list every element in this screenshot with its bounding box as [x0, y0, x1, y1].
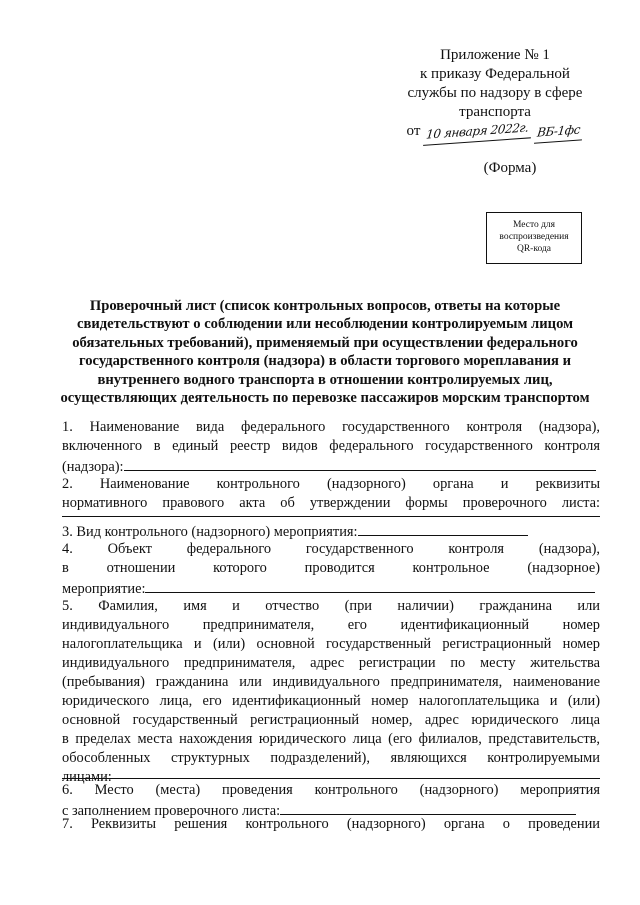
item-2-line-1: 2. Наименование контрольного (надзорного) органа и реквизиты — [62, 476, 600, 492]
appendix-header — [395, 46, 595, 142]
item-5-line-4: индивидуального предпринимателя, адрес регистрации по месту жительства — [62, 655, 600, 671]
document-title — [55, 297, 595, 407]
qr-box-line-2: воспроизведения — [499, 232, 569, 242]
item-1-line-1: 1. Наименование вида федерального государственного контроля (надзора), — [62, 419, 600, 435]
item-5-line-5: (пребывания) гражданина или индивидуального предпринимателя, наименование — [62, 674, 600, 690]
item-2-fill-line — [62, 516, 600, 517]
item-5-line-9: обособленных структурных подразделений), являющихся контролируемыми — [62, 750, 600, 766]
item-3-line-1 — [62, 521, 600, 540]
item-1-label: (надзора): — [62, 459, 124, 475]
item-7-line-1: 7. Реквизиты решения контрольного (надзорного) органа о проведении — [62, 816, 600, 832]
item-5-line-3: налогоплательщика и (или) основной государственный регистрационный номер — [62, 636, 600, 652]
item-1-line-2: включенного в единый реестр видов федерального государственного контроля — [62, 438, 600, 454]
item-5-line-2: индивидуального предпринимателя, его идентификационный номер — [62, 617, 600, 633]
date-prefix: от — [406, 123, 421, 139]
title-line-6: осуществляющих деятельность по перевозке пассажиров морским транспортом — [60, 390, 590, 407]
item-3-fill-line — [358, 521, 528, 536]
item-4-line-1: 4. Объект федерального государственного контроля (надзора), — [62, 541, 600, 557]
handwritten-number: ВБ-1фс — [534, 120, 584, 144]
item-6-line-1: 6. Место (места) проведения контрольного (надзорного) мероприятия — [62, 782, 600, 798]
title-line-5: внутреннего водного транспорта в отношении контролируемых лиц, — [97, 371, 553, 388]
qr-code-placeholder — [486, 212, 582, 264]
item-2-line-2: нормативного правового акта об утверждении формы проверочного листа: — [62, 495, 600, 511]
title-line-1: Проверочный лист (список контрольных вопросов, ответы на которые — [89, 298, 561, 314]
item-1-line-3 — [62, 456, 600, 475]
item-4 — [62, 540, 600, 597]
handwritten-date: 10 января 2022г. — [423, 118, 532, 146]
item-4-line-2: в отношении которого проводится контрольное (надзорное) — [62, 560, 600, 576]
item-2 — [62, 475, 600, 513]
item-4-fill-line — [145, 578, 595, 593]
item-3 — [62, 521, 600, 540]
item-5-line-1: 5. Фамилия, имя и отчество (при наличии) гражданина или — [62, 598, 600, 614]
item-5-line-10: лицами: — [62, 769, 112, 785]
appendix-date-line — [395, 122, 595, 142]
item-5 — [62, 597, 600, 787]
item-5-line-7: основной государственный регистрационный номер, адрес юридического лица — [62, 712, 600, 728]
item-4-label: мероприятие: — [62, 581, 146, 597]
item-3-label: 3. Вид контрольного (надзорного) мероприятия: — [62, 524, 358, 540]
title-line-3: обязательных требований), применяемый при осуществлении федерального — [72, 334, 578, 351]
qr-box-line-1: Место для — [512, 220, 556, 230]
title-line-2: свидетельствуют о соблюдении или несоблюдении контролируемым лицом — [76, 316, 574, 333]
item-5-line-8: в пределах места нахождения юридического лица (его филиалов, представительств, — [62, 731, 600, 747]
item-1-fill-line — [124, 456, 596, 471]
title-line-4: государственного контроля (надзора) в области торгового мореплавания и — [79, 353, 571, 370]
item-5-fill-line — [62, 778, 600, 779]
item-6 — [62, 781, 600, 819]
appendix-agency-end: транспорта — [459, 104, 531, 120]
item-1 — [62, 418, 600, 475]
appendix-title: Приложение № 1 — [440, 47, 550, 63]
qr-box-line-3: QR-кода — [516, 244, 552, 254]
appendix-agency: службы по надзору в сфере — [407, 85, 583, 101]
appendix-order-ref: к приказу Федеральной — [420, 66, 570, 82]
form-label: (Форма) — [483, 160, 537, 176]
item-7 — [62, 815, 600, 834]
item-6-fill-line — [280, 800, 576, 815]
item-4-line-3 — [62, 578, 600, 597]
item-6-label: с заполнением проверочного листа: — [62, 803, 281, 819]
item-5-line-6: юридического лица, его идентификационный номер налогоплательщика и (или) — [62, 693, 600, 709]
